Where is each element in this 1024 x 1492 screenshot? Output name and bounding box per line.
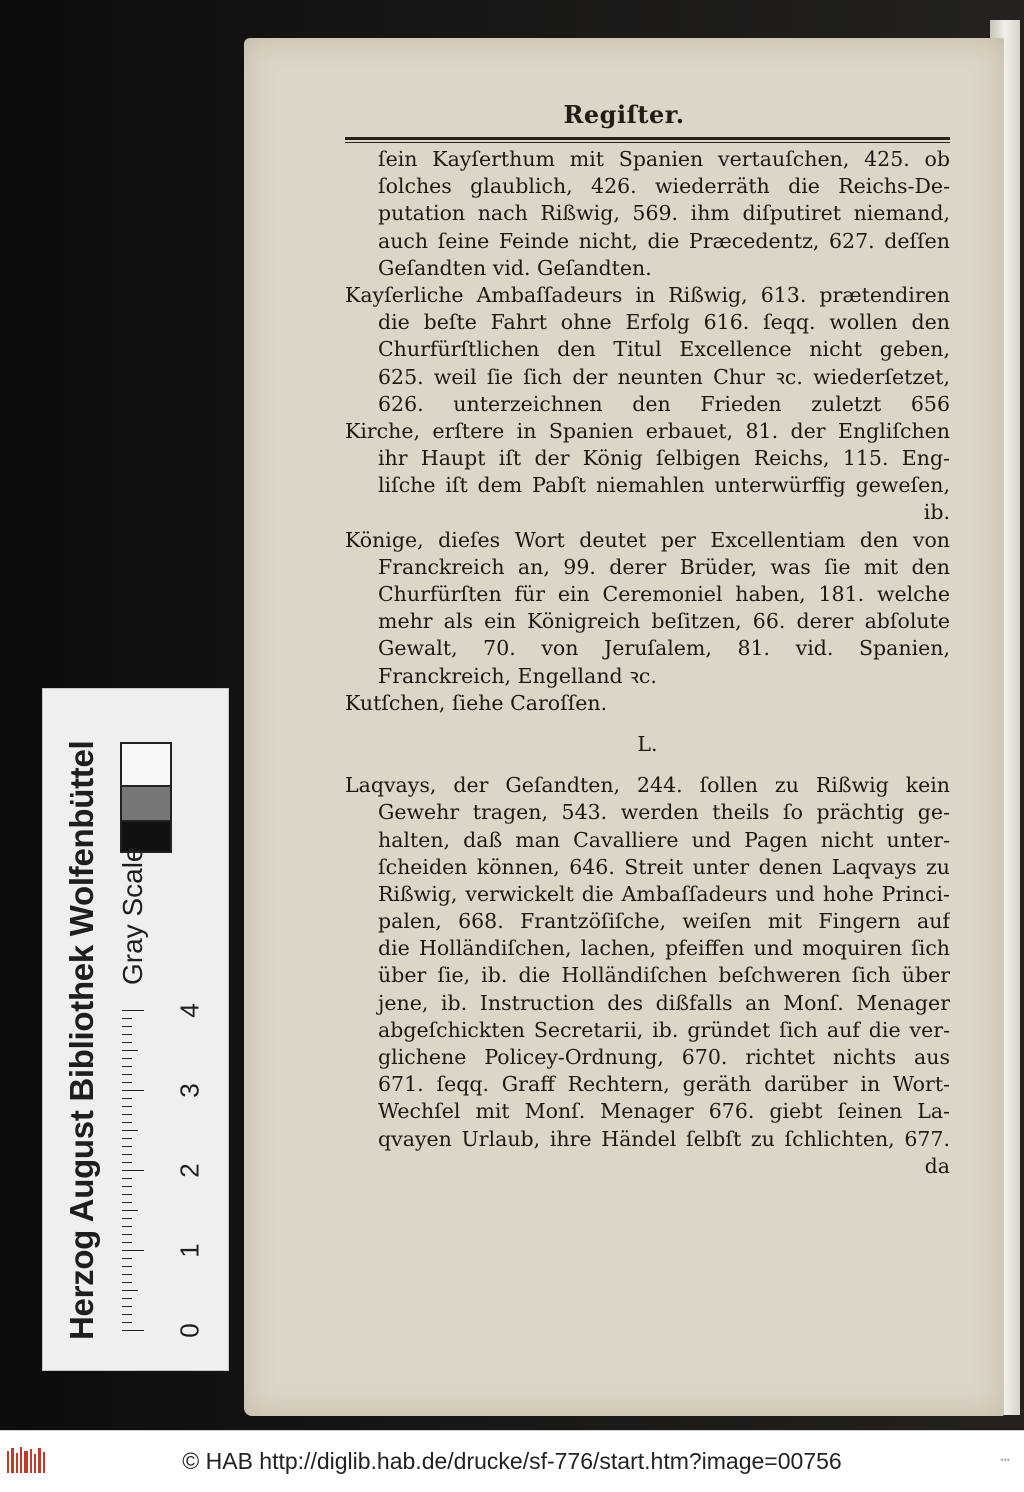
color-card-title: Herzog August Bibliothek Wolfenbüttel — [63, 740, 100, 1340]
register-line: mehr als ein Königreich beſitzen, 66. derer abſolute — [378, 609, 950, 634]
register-line: halten, daß man Cavalliere und Pagen nicht unter- — [378, 827, 950, 852]
register-line: ſolches glaublich, 426. wiederräth die Reichs-De- — [378, 174, 950, 199]
ruler-tick — [122, 1162, 132, 1163]
register-line: Kutſchen, ſiehe Caroſſen. — [345, 690, 608, 715]
register-line: Gewalt, 70. von Jeruſalem, 81. vid. Spanien, — [378, 636, 950, 661]
register-line: qvayen Urlaub, ihre Händel ſelbſt zu ſchlichten, 677. — [378, 1126, 950, 1151]
register-line: Geſandten vid. Geſandten. — [378, 255, 652, 280]
running-head: Regiſter. — [563, 100, 685, 129]
footer-mini-mark: ••• — [1000, 1455, 1010, 1465]
ruler-tick — [122, 1098, 132, 1099]
register-line: über ſie, ib. die Holländiſchen beſchweren ſich über — [378, 963, 950, 988]
scale-ruler — [122, 990, 205, 1338]
register-line: die Holländiſchen, lachen, pfeiffen und moquiren ſich — [378, 936, 950, 961]
ruler-tick — [122, 1106, 132, 1107]
register-line: Laqvays, der Geſandten, 244. ſollen zu Rißwig kein — [345, 773, 950, 798]
ruler-tick — [122, 1122, 132, 1123]
register-line: Wechſel mit Monſ. Menager 676. giebt ſeinen La- — [378, 1099, 950, 1124]
ruler-number: 2 — [174, 1163, 205, 1178]
register-line: Churfürſtlichen den Titul Excellence nicht geben, — [378, 337, 950, 362]
ruler-tick — [122, 1194, 132, 1195]
gray-swatch-mid — [120, 785, 172, 822]
register-line: da — [924, 1153, 950, 1178]
ruler-tick — [122, 1090, 144, 1091]
footer-bar — [0, 1430, 1024, 1492]
register-line: Franckreich, Engelland ꝛc. — [378, 663, 657, 688]
ruler-tick — [122, 1074, 132, 1075]
ruler-tick — [122, 1258, 132, 1259]
register-line: abgeſchickten Secretarii, ib. gründet ſich auf die ver- — [378, 1017, 950, 1042]
register-line: ihr Haupt iſt der König ſelbigen Reichs, 115. Eng- — [378, 446, 950, 471]
ruler-tick — [122, 1042, 132, 1043]
ruler-tick — [122, 1026, 132, 1027]
register-line: Könige, dieſes Wort deutet per Excellentiam den von — [345, 527, 950, 552]
ruler-tick — [122, 1226, 132, 1227]
ruler-tick — [122, 1138, 132, 1139]
ruler-tick — [122, 1242, 132, 1243]
ruler-number: 4 — [174, 1003, 205, 1018]
section-letter: L. — [637, 731, 658, 756]
ruler-tick — [122, 1218, 132, 1219]
ruler-tick — [122, 1082, 132, 1083]
ruler-number: 0 — [174, 1323, 205, 1338]
ruler-tick — [122, 1186, 132, 1187]
ruler-tick — [122, 1202, 132, 1203]
register-line: ſein Kayſerthum mit Spanien vertauſchen, 425. ob — [378, 147, 950, 171]
ruler-tick — [122, 1178, 132, 1179]
register-line: Gewehr tragen, 543. werden theils ſo prächtig ge- — [378, 800, 950, 825]
ruler-tick — [122, 1170, 144, 1171]
ruler-tick — [122, 1050, 138, 1051]
register-line: jene, ib. Instruction des dißfalls an Monſ. Menager — [378, 990, 950, 1015]
ruler-tick — [122, 1266, 132, 1267]
line-gap — [345, 758, 950, 772]
copyright-link[interactable]: © HAB http://diglib.hab.de/drucke/sf-776/start.htm?image=00756 — [182, 1448, 842, 1474]
ruler-number: 1 — [174, 1243, 205, 1258]
ruler-tick — [122, 1146, 132, 1147]
ruler-tick — [122, 1282, 132, 1283]
register-line: glichene Policey-Ordnung, 670. richtet nichts aus — [378, 1045, 950, 1069]
ruler-number: 3 — [174, 1083, 205, 1098]
register-line: ib. — [923, 500, 950, 525]
register-line: Churfürſten für ein Ceremoniel haben, 181. welche — [378, 582, 950, 606]
ruler-tick — [122, 1290, 138, 1291]
register-line: putation nach Rißwig, 569. ihm diſputiret niemand, — [378, 201, 950, 226]
register-text-block — [345, 146, 950, 1180]
gray-swatch-white — [120, 742, 172, 787]
ruler-tick — [122, 1314, 132, 1315]
ruler-tick — [122, 1298, 132, 1299]
register-line: 671. ſeqq. Graff Rechtern, geräth darüber in Wort- — [378, 1072, 950, 1097]
gray-scale-label: Gray Scale — [117, 846, 148, 985]
line-gap — [345, 717, 950, 731]
ruler-tick — [122, 1010, 144, 1011]
register-line: Kayſerliche Ambaſſadeurs in Rißwig, 613. prætendiren — [345, 282, 950, 307]
ruler-tick — [122, 1250, 144, 1251]
ruler-tick — [122, 1306, 132, 1307]
ruler-tick — [122, 1210, 138, 1211]
register-line: Rißwig, verwickelt die Ambaſſadeurs und hohe Princi- — [378, 881, 950, 906]
ruler-tick — [122, 1018, 132, 1019]
register-line: Kirche, erſtere in Spanien erbauet, 81. der Engliſchen — [345, 418, 950, 443]
ruler-tick — [122, 1034, 132, 1035]
ruler-tick — [122, 1066, 132, 1067]
ruler-tick — [122, 1322, 132, 1323]
ruler-tick — [122, 1114, 132, 1115]
register-line: ſcheiden können, 646. Streit unter denen Laqvays zu — [378, 854, 950, 879]
ruler-tick — [122, 1058, 132, 1059]
ruler-tick — [122, 1154, 132, 1155]
ruler-tick — [122, 1130, 138, 1131]
head-rule — [345, 137, 950, 143]
register-line: liſche iſt dem Pabſt niemahlen unterwürffig geweſen, — [378, 473, 950, 498]
register-line: die beſte Fahrt ohne Erfolg 616. ſeqq. wollen den — [378, 310, 950, 335]
ruler-tick — [122, 1274, 132, 1275]
ruler-tick — [122, 1234, 132, 1235]
register-line: auch ſeine Feinde nicht, die Præcedentz, 627. deſſen — [378, 228, 950, 253]
register-line: 626. unterzeichnen den Frieden zuletzt 656 — [378, 391, 950, 416]
register-line: palen, 668. Frantzöſiſche, weiſen mit Fingern auf — [378, 909, 950, 934]
register-line: Franckreich an, 99. derer Brüder, was ſie mit den — [378, 554, 950, 579]
register-line: 625. weil ſie ſich der neunten Chur ꝛc. wiederſetzet, — [378, 364, 950, 389]
ruler-tick — [122, 1330, 144, 1331]
